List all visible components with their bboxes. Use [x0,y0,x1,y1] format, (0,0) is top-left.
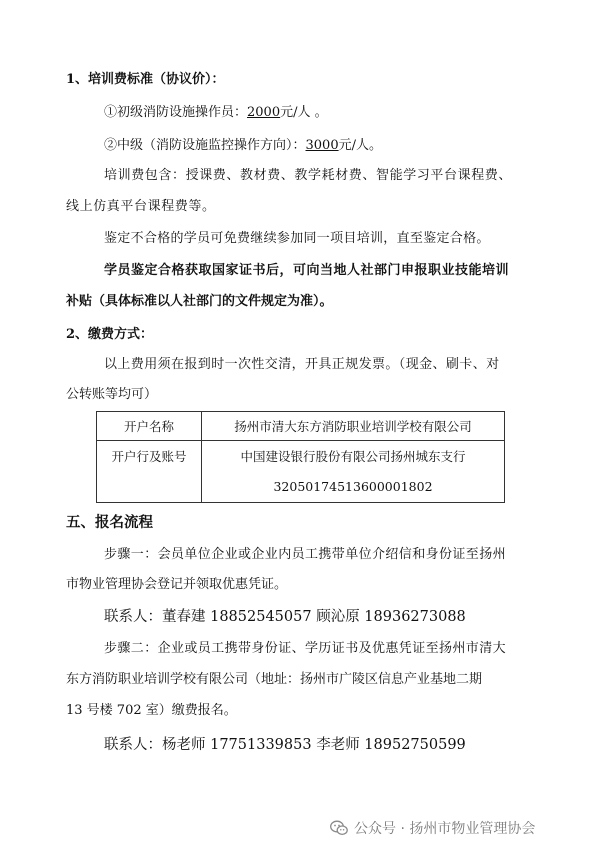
fee-includes-line1: 培训费包含：授课费、教材费、教学耗材费、智能学习平台课程费、 [104,168,513,183]
subsidy-line1: 学员鉴定合格获取国家证书后，可向当地人社部门申报职业技能培训 [104,263,510,278]
subsidy-line2: 补贴（具体标准以人社部门的文件规定为准）。 [66,294,333,309]
step2-line3: 13 号楼 702 室）缴费报名。 [66,703,237,718]
wechat-footer [330,818,535,838]
account-number: 32050174513600001802 [273,478,433,494]
step1-line2: 市物业管理协会登记并领取优惠凭证。 [66,577,288,592]
bank-account-table [96,411,505,503]
bank-info-cell [202,441,505,503]
section1-heading: 1、培训费标准（协议价）： [66,72,225,87]
contact-line-1: 联系人：董春建 18852545057 顾沁原 18936273088 [104,609,466,625]
fee-item-junior-amount: 2000 [247,105,281,120]
account-name-label: 开户名称 [97,412,202,441]
section2-heading: 2、缴费方式： [66,327,154,342]
step2-line2: 东方消防职业培训学校有限公司（地址：扬州市广陵区信息产业基地二期 [66,672,483,687]
fee-item-junior-suffix: 元/人 。 [280,105,328,120]
retake-note: 鉴定不合格的学员可免费继续参加同一项目培训，直至鉴定合格。 [104,231,490,246]
fee-item-intermediate-suffix: 元/人。 [338,138,382,153]
table-row [97,412,505,441]
table-row [97,441,505,503]
footer-text: 公众号 · 扬州市物业管理协会 [354,821,536,837]
fee-item-intermediate-prefix: ②中级（消防设施监控操作方向）： [104,138,306,153]
bank-label: 开户行及账号 [97,441,202,503]
step1-line1: 步骤一：会员单位企业或企业内员工携带单位介绍信和身份证至扬州 [104,547,507,562]
wechat-icon [330,820,348,836]
fee-includes-line2: 线上仿真平台课程费等。 [66,199,216,214]
fee-item-junior-prefix: ①初级消防设施操作员： [104,105,248,120]
step2-line1: 步骤二：企业或员工携带身份证、学历证书及优惠凭证至扬州市清大 [104,641,507,656]
fee-item-intermediate-amount: 3000 [305,138,339,153]
bank-name: 中国建设银行股份有限公司扬州城东支行 [240,448,466,464]
section5-heading: 五、报名流程 [66,514,153,531]
fee-item-junior [104,103,328,123]
fee-item-intermediate [104,136,382,156]
payment-text-line1: 以上费用须在报到时一次性交清，开具正规发票。（现金、刷卡、对 [104,357,500,372]
contact-line-2: 联系人：杨老师 17751339853 李老师 18952750599 [104,737,466,753]
payment-text-line2: 公转账等均可） [66,387,158,402]
account-name-value: 扬州市清大东方消防职业培训学校有限公司 [202,412,505,441]
